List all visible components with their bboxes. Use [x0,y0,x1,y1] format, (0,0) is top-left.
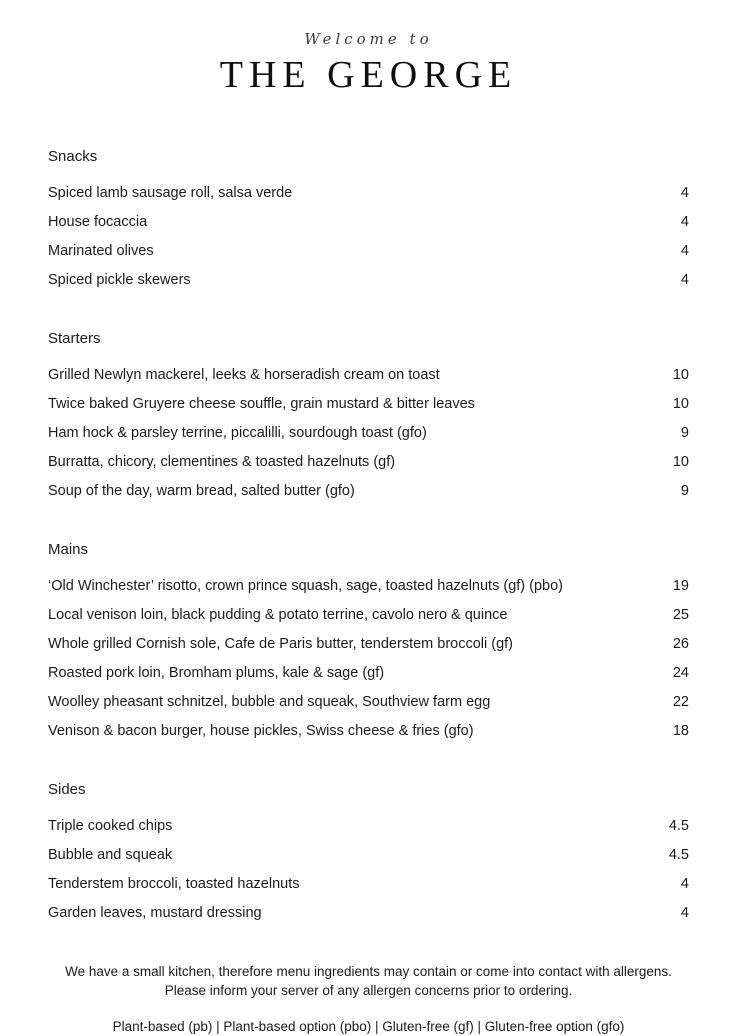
allergen-notice-line2: Please inform your server of any allergen concerns prior to ordering. [164,983,573,999]
menu-item-price: 4.5 [668,817,689,834]
menu-item-price: 4 [680,242,689,259]
menu-item-price: 4 [680,904,689,921]
menu-item-price: 4 [680,271,689,288]
menu-item-name: Venison & bacon burger, house pickles, Swiss cheese & fries (gfo) [48,722,474,739]
menu-item-price: 26 [672,635,689,652]
menu-item-price: 22 [672,693,689,710]
menu-item-price: 10 [672,453,689,470]
menu-item-row [48,812,689,841]
menu-item-row [48,688,689,717]
menu-section-snacks [48,142,689,295]
dietary-key-legend: Plant-based (pb) | Plant-based option (pbo) | Gluten-free (gf) | Gluten-free option (gfo) [112,1018,625,1034]
menu-item-price: 4 [680,184,689,201]
menu-item-row [48,601,689,630]
menu-item-price: 9 [680,482,689,499]
menu-item-row [48,208,689,237]
menu-item-row [48,237,689,266]
welcome-script-text: Welcome to [304,30,433,48]
menu-item-row [48,717,689,746]
menu-item-row [48,266,689,295]
menu-item-row [48,572,689,601]
section-title: Sides [48,780,86,798]
menu-item-price: 25 [672,606,689,623]
menu-item-price: 4.5 [668,846,689,863]
menu-item-name: Grilled Newlyn mackerel, leeks & horseradish cream on toast [48,366,440,383]
menu-item-name: Tenderstem broccoli, toasted hazelnuts [48,875,300,892]
menu-item-name: ‘Old Winchester’ risotto, crown prince squash, sage, toasted hazelnuts (gf) (pbo) [48,577,563,594]
menu-item-name: House focaccia [48,213,148,230]
menu-section-mains [48,535,689,746]
menu-item-name: Marinated olives [48,242,154,259]
menu-item-row [48,390,689,419]
menu-item-name: Burratta, chicory, clementines & toasted hazelnuts (gf) [48,453,396,470]
menu-item-name: Woolley pheasant schnitzel, bubble and squeak, Southview farm egg [48,693,491,710]
menu-item-row [48,841,689,870]
menu-item-name: Garden leaves, mustard dressing [48,904,262,921]
menu-item-row [48,477,689,506]
menu-footer [48,962,689,1036]
section-title: Starters [48,329,101,347]
menu-section-starters [48,324,689,506]
section-title: Mains [48,540,89,558]
menu-item-name: Spiced lamb sausage roll, salsa verde [48,184,293,201]
menu-item-name: Roasted pork loin, Bromham plums, kale & sage (gf) [48,664,385,681]
menu-item-price: 19 [672,577,689,594]
menu-item-name: Bubble and squeak [48,846,173,863]
menu-item-row [48,361,689,390]
menu-item-price: 10 [672,366,689,383]
menu-item-row [48,659,689,688]
menu-item-price: 4 [680,213,689,230]
section-title: Snacks [48,147,98,165]
menu-item-row [48,179,689,208]
menu-item-name: Soup of the day, warm bread, salted butter (gfo) [48,482,355,499]
menu-item-price: 10 [672,395,689,412]
menu-section-sides [48,775,689,928]
menu-item-price: 18 [672,722,689,739]
menu-item-name: Triple cooked chips [48,817,173,834]
menu-item-price: 9 [680,424,689,441]
allergen-notice-line1: We have a small kitchen, therefore menu ingredients may contain or come into contact with allergens. [65,963,672,979]
menu-item-name: Ham hock & parsley terrine, piccalilli, sourdough toast (gfo) [48,424,427,441]
menu-item-row [48,899,689,928]
menu-item-row [48,448,689,477]
menu-item-row [48,630,689,659]
menu-item-price: 4 [680,875,689,892]
menu-item-price: 24 [672,664,689,681]
menu-item-name: Local venison loin, black pudding & potato terrine, cavolo nero & quince [48,606,508,623]
menu-sections [48,142,689,928]
menu-item-name: Whole grilled Cornish sole, Cafe de Paris butter, tenderstem broccoli (gf) [48,635,514,652]
menu-item-row [48,419,689,448]
menu-item-name: Spiced pickle skewers [48,271,191,288]
menu-item-row [48,870,689,899]
menu-item-name: Twice baked Gruyere cheese souffle, grain mustard & bitter leaves [48,395,475,412]
restaurant-title: THE GEORGE [219,54,518,96]
menu-header [48,30,689,98]
